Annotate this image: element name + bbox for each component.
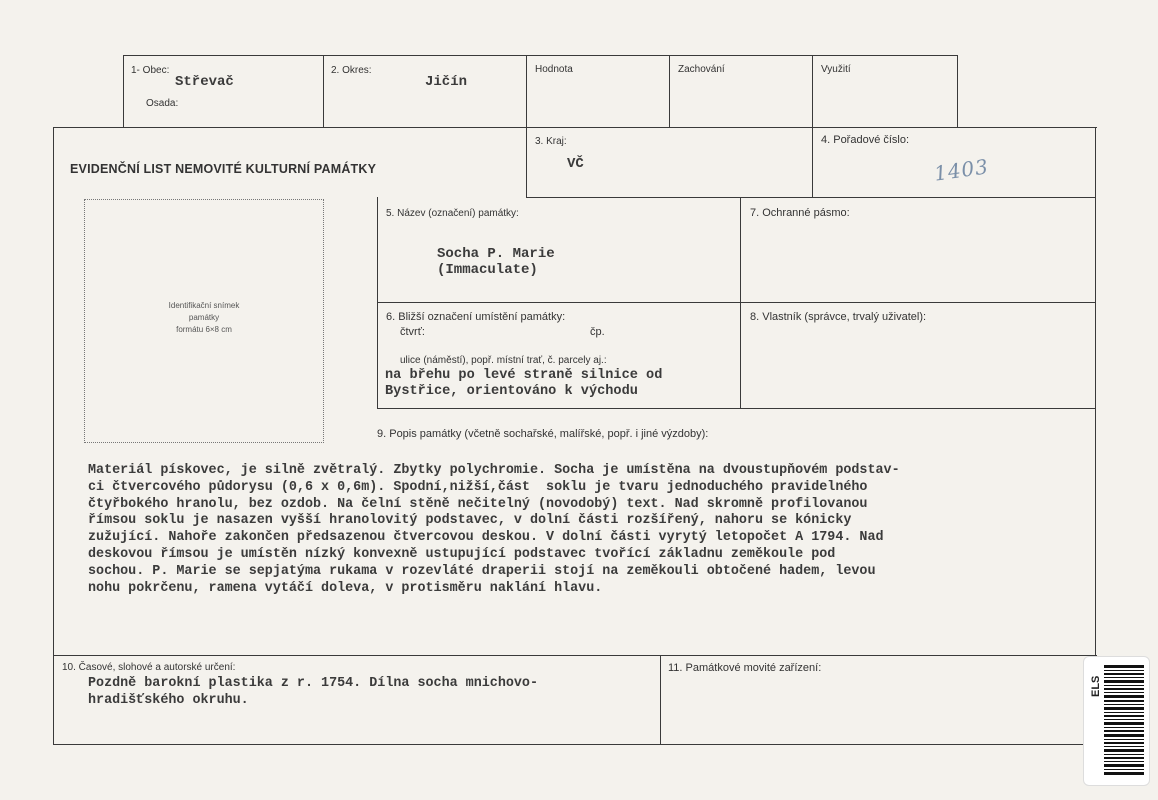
popis-line: čtyřbokého hranolu, bez ozdob. Na čelní stěně nečitelný (novodobý) text. Nad skromně profilovanou (88, 496, 868, 512)
urceni-label: 10. Časové, slohové a autorské určení: (62, 662, 236, 673)
barcode-icon (1104, 665, 1144, 777)
popis-label: 9. Popis památky (včetně sochařské, malířské, popř. i jiné výzdoby): (377, 428, 709, 440)
poradove-value: 1403 (932, 154, 991, 186)
kraj-label: 3. Kraj: (535, 136, 567, 147)
rule (53, 744, 1083, 745)
vlastnik-label: 8. Vlastník (správce, trvalý uživatel): (750, 311, 927, 323)
umisteni-line1: na břehu po levé straně silnice od (385, 368, 663, 383)
form-title: EVIDENČNÍ LIST NEMOVITÉ KULTURNÍ PAMÁTKY (70, 162, 377, 176)
rule (377, 408, 1095, 409)
vyuziti-label: Využití (821, 64, 851, 75)
popis-line: deskovou římsou je umístěn nízký konvexně ustupující podstavec tvořící základnu zeměkoule pod (88, 546, 836, 562)
rule (1095, 127, 1096, 655)
nazev-line1: Socha P. Marie (437, 246, 555, 262)
barcode-sticker (1083, 656, 1150, 786)
nazev-label: 5. Název (označení) památky: (386, 208, 519, 219)
popis-text (88, 463, 900, 597)
urceni-line1: Pozdně barokní plastika z r. 1754. Dílna socha mnichovo- (88, 676, 538, 691)
hodnota-label: Hodnota (535, 64, 573, 75)
photo-caption-line2: památky (188, 313, 220, 322)
popis-line: římsou soklu je nasazen vyšší hranolovitý podstavec, v dolní části rozšířený, nahoru se kónicky (88, 513, 852, 529)
rule (123, 55, 124, 128)
umisteni-label: 6. Bližší označení umístění památky: (386, 311, 566, 323)
urceni-line2: hradišťského okruhu. (88, 693, 249, 708)
ctvrt-label: čtvrť: (400, 326, 425, 338)
okres-value: Jičín (425, 74, 468, 90)
photo-placeholder (84, 199, 324, 443)
rule (669, 55, 670, 128)
umisteni-line2: Bystřice, orientováno k východu (385, 384, 638, 399)
photo-caption-line3: formátu 6×8 cm (176, 325, 232, 334)
rule (740, 197, 741, 409)
kraj-value: VČ (567, 156, 584, 172)
popis-line: Materiál pískovec, je silně zvětralý. Zbytky polychromie. Socha je umístěna na dvoustupňovém podstav- (88, 463, 900, 478)
ochranne-label: 7. Ochranné pásmo: (750, 207, 850, 219)
rule (377, 197, 378, 409)
obec-label: 1- Obec: (131, 65, 170, 76)
ulice-label: ulice (náměstí), popř. místní trať, č. parcely aj.: (400, 355, 607, 366)
osada-label: Osada: (146, 98, 179, 109)
rule (53, 655, 1097, 656)
rule (377, 302, 1095, 303)
popis-line: ci čtvercového půdorysu (0,6 x 0,6m). Spodní,nižší,část soklu je tvaru jednoduchého pravidelného (88, 479, 868, 495)
photo-caption-line1: Identifikační snímek (168, 301, 240, 310)
rule (53, 127, 1097, 128)
okres-label: 2. Okres: (331, 65, 372, 76)
rule (53, 127, 54, 745)
popis-line: zužující. Nahoře zakončen předsazenou čtvercovou deskou. V dolní části vyrytý letopočet A 1794. Nad (88, 530, 884, 546)
rule (123, 55, 958, 56)
rule (323, 55, 324, 128)
rule (660, 655, 661, 745)
obec-value: Střevač (175, 74, 234, 90)
barcode-label: ELS (1090, 675, 1102, 697)
rule (526, 197, 1096, 198)
cp-label: čp. (590, 326, 605, 338)
nazev-line2: (Immaculate) (437, 262, 538, 278)
rule (957, 55, 958, 128)
movite-label: 11. Památkové movité zařízení: (668, 662, 822, 674)
zachovani-label: Zachování (678, 64, 725, 75)
poradove-label: 4. Pořadové číslo: (821, 134, 910, 146)
popis-line: nohu pokrčenu, ramena vytáčí doleva, v protisměru naklání hlavu. (88, 580, 603, 596)
popis-line: sochou. P. Marie se sepjatýma rukama v rozevláté draperii stojí na zeměkouli obtočené hadem, levou (88, 563, 876, 579)
